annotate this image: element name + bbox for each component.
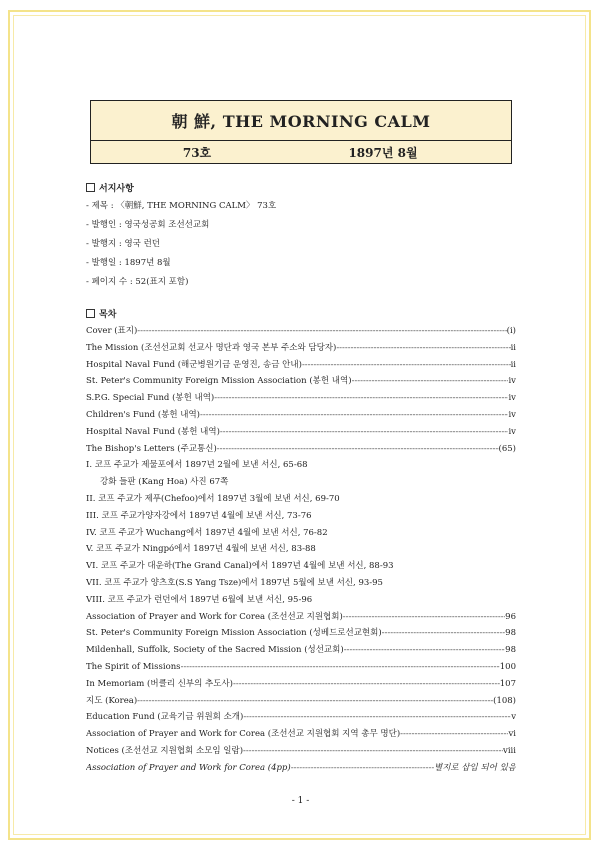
toc-entry <box>86 340 516 357</box>
toc-entry-title: Association of Prayer and Work for Corea (조선선교 지원협회) <box>86 611 343 622</box>
toc-entry-title: I. 코프 주교가 제물포에서 1897년 2월에 보낸 서신, 65-68 <box>86 460 308 471</box>
toc-entry-title: The Bishop's Letters (주교통신) <box>86 443 217 454</box>
toc-entry-title: Hospital Naval Fund (봉헌 내역) <box>86 426 220 437</box>
toc-entry-page: 107 <box>499 678 516 689</box>
toc-entry-page: (i) <box>506 326 516 336</box>
toc-entry-title: V. 코프 주교가 Ningpó에서 1897년 4월에 보낸 서신, 83-88 <box>86 544 316 555</box>
toc-entry <box>86 609 516 626</box>
toc-heading <box>86 307 116 320</box>
toc-leader <box>220 424 509 441</box>
toc-entry-page: 별지로 삽입 되어 있음 <box>433 762 516 773</box>
toc-subentry <box>86 508 516 525</box>
toc-entry-page: ii <box>510 342 516 353</box>
toc-leader <box>243 743 503 760</box>
toc-entry-title: Mildenhall, Suffolk, Society of the Sacred Mission (성선교회) <box>86 645 344 656</box>
bibliography-item-pages: - 페이지 수 : 52(표지 포함) <box>86 277 189 287</box>
toc-entry-page: (108) <box>493 695 516 706</box>
toc-entry <box>86 441 516 458</box>
toc-subentry <box>86 541 516 558</box>
toc-subentry <box>86 575 516 592</box>
toc-entry-page: iv <box>508 426 516 437</box>
toc-entry-page: v <box>511 712 516 723</box>
toc-subentry <box>86 592 516 609</box>
title-box <box>90 100 512 164</box>
toc-entry-page: 98 <box>505 628 516 639</box>
toc-entry-title: The Spirit of Missions <box>86 661 181 672</box>
toc-entry-page: ii <box>510 359 516 370</box>
document-title: 朝 鮮, THE MORNING CALM <box>91 101 511 141</box>
toc-entry-page: 98 <box>505 645 516 656</box>
toc-entry-page: iv <box>508 409 516 420</box>
toc-entry-title: 강화 들판 (Kang Hoa) 사진 67쪽 <box>100 477 229 488</box>
toc-entry-title: Association of Prayer and Work for Corea (4pp) <box>86 762 291 773</box>
toc-entry <box>86 743 516 760</box>
toc-entry <box>86 625 516 642</box>
toc-entry <box>86 407 516 424</box>
toc-entry-page: 100 <box>499 661 516 672</box>
toc-entry-title: IV. 코프 주교가 Wuchang에서 1897년 4월에 보낸 서신, 76-82 <box>86 527 328 538</box>
toc-heading-text: 목차 <box>99 310 117 320</box>
toc-entry-title: VIII. 코프 주교가 런던에서 1897년 6월에 보낸 서신, 95-96 <box>86 594 313 605</box>
toc-leader <box>291 760 434 777</box>
toc-subentry <box>86 558 516 575</box>
toc-leader <box>181 659 500 676</box>
toc-leader <box>343 609 505 626</box>
toc-entry-title: St. Peter's Community Foreign Mission Association (봉헌 내역) <box>86 376 352 387</box>
toc-entry <box>86 424 516 441</box>
toc-entry-title: In Memoriam (버클리 신부의 추도사) <box>86 678 233 689</box>
toc-entry-title: Education Fund (교육기금 위원회 소개) <box>86 712 244 723</box>
toc-entry-page: (65) <box>498 443 516 454</box>
toc-leader <box>352 373 509 390</box>
toc-leader <box>344 642 505 659</box>
toc-leader <box>336 340 510 357</box>
toc-entry-title: III. 코프 주교가양자강에서 1897년 4월에 보낸 서신, 73-76 <box>86 510 312 521</box>
table-of-contents <box>86 323 516 777</box>
issue-number: 73호 <box>182 146 212 160</box>
toc-leader <box>400 726 508 743</box>
toc-leader <box>214 390 508 407</box>
toc-entry <box>86 373 516 390</box>
toc-entry-title: Association of Prayer and Work for Corea (조선선교 지원협회 지역 총무 명단) <box>86 729 401 740</box>
toc-entry <box>86 390 516 407</box>
toc-entry-page: vi <box>508 729 516 740</box>
toc-entry-title: VI. 코프 주교가 대운하(The Grand Canal)에서 1897년 4월에 보낸 서신, 88-93 <box>86 561 394 572</box>
bibliography-item-title: - 제목 : 〈朝鮮, THE MORNING CALM〉 73호 <box>86 201 277 211</box>
page-number: - 1 - <box>291 796 310 806</box>
toc-subentry <box>86 525 516 542</box>
toc-entry-page: iv <box>508 376 516 387</box>
checkbox-square-icon <box>86 183 95 192</box>
toc-entry-title: Notices (조선선교 지원협회 소모임 일람) <box>86 745 244 756</box>
toc-entry-page: viii <box>503 745 516 756</box>
toc-leader <box>382 625 506 642</box>
toc-entry-title: The Mission (조선선교회 선교사 명단과 영국 본부 주소와 담당자) <box>86 342 337 353</box>
toc-leader <box>302 357 511 374</box>
issue-date: 1897년 8월 <box>348 146 418 160</box>
bibliography-item-publisher: - 발행인 : 영국성공회 조선선교회 <box>86 220 210 230</box>
toc-entry-title: Cover (표지) <box>86 326 138 336</box>
toc-leader <box>233 676 500 693</box>
toc-entry-title: Children's Fund (봉헌 내역) <box>86 409 200 420</box>
toc-subentry <box>86 474 516 491</box>
bibliography-heading-text: 서지사항 <box>99 184 134 194</box>
checkbox-square-icon <box>86 309 95 318</box>
toc-entry <box>86 676 516 693</box>
toc-leader <box>137 693 493 710</box>
bibliography-list <box>86 197 276 292</box>
toc-leader <box>137 323 506 340</box>
toc-entry-insert <box>86 760 516 777</box>
toc-entry <box>86 659 516 676</box>
issue-info <box>91 141 511 164</box>
toc-entry-page: iv <box>508 393 516 404</box>
toc-entry <box>86 357 516 374</box>
toc-leader <box>217 441 499 458</box>
toc-entry-title: II. 코프 주교가 제푸(Chefoo)에서 1897년 3월에 보낸 서신, 69-70 <box>86 493 340 504</box>
toc-entry <box>86 642 516 659</box>
toc-entry <box>86 693 516 710</box>
toc-entry-title: Hospital Naval Fund (해군병원기금 운영진, 송금 안내) <box>86 359 302 370</box>
toc-entry-title: 지도 (Korea) <box>86 695 138 706</box>
toc-entry <box>86 323 516 340</box>
toc-leader <box>200 407 508 424</box>
toc-subentry <box>86 491 516 508</box>
toc-entry-title: S.P.G. Special Fund (봉헌 내역) <box>86 393 215 404</box>
toc-entry-title: VII. 코프 주교가 양츠호(S.S Yang Tsze)에서 1897년 5월에 보낸 서신, 93-95 <box>86 577 383 588</box>
toc-leader <box>243 709 511 726</box>
bibliography-item-place: - 발행지 : 영국 런던 <box>86 239 161 249</box>
bibliography-item-date: - 발행일 : 1897년 8월 <box>86 258 171 268</box>
bibliography-heading <box>86 181 134 194</box>
toc-entry-page: 96 <box>505 611 516 622</box>
toc-entry-title: St. Peter's Community Foreign Mission Association (성베드로선교현회) <box>86 628 382 639</box>
toc-entry <box>86 726 516 743</box>
toc-entry <box>86 709 516 726</box>
toc-subentry <box>86 457 516 474</box>
